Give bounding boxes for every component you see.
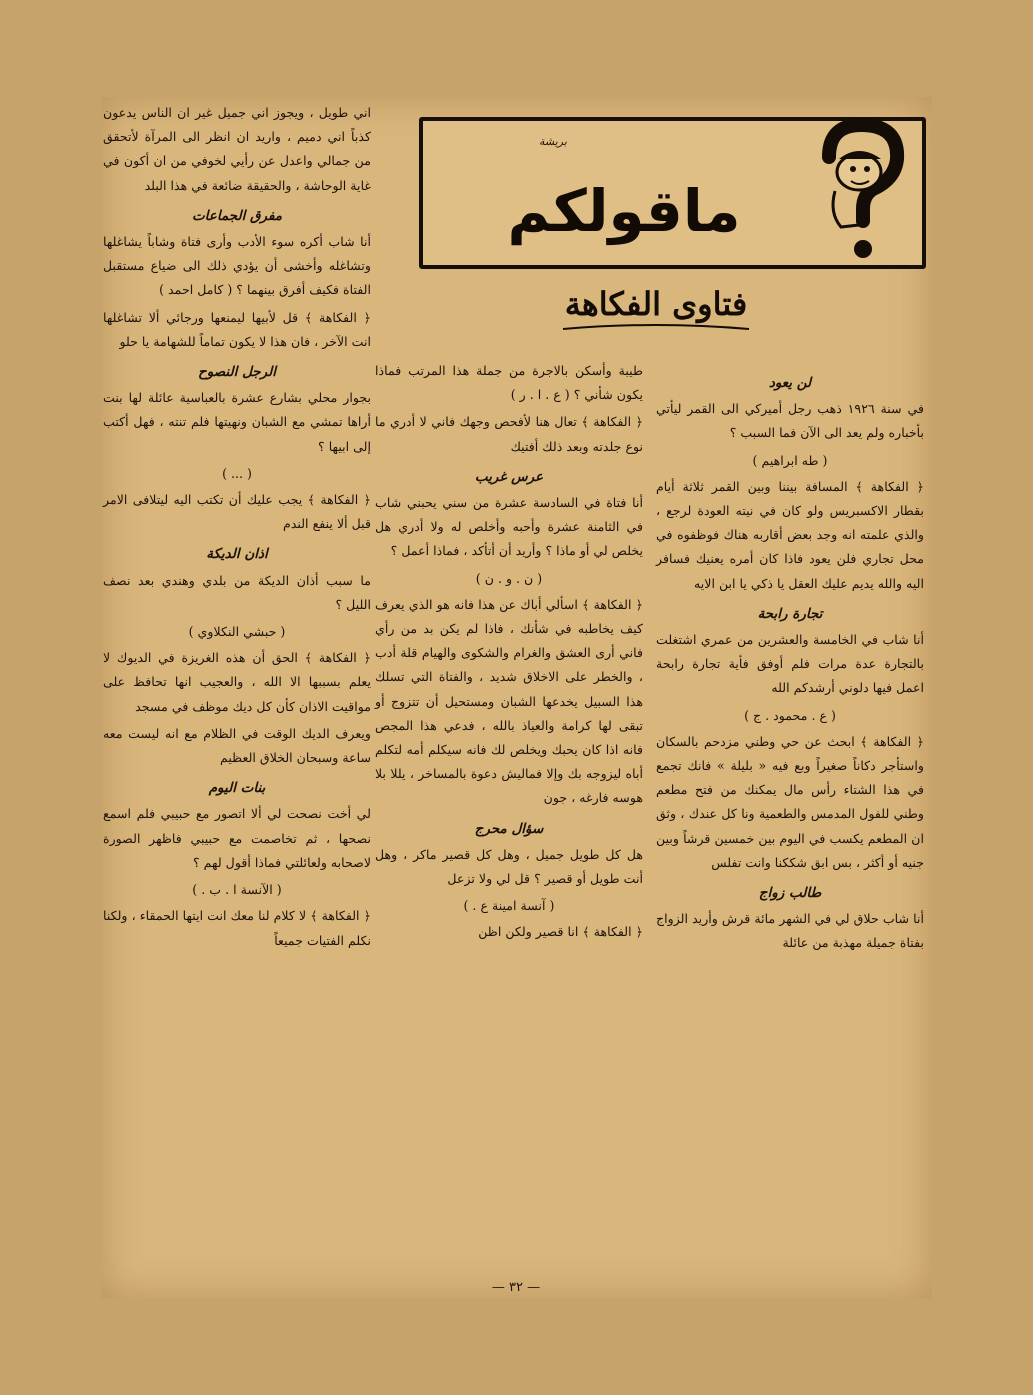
paragraph: ﴿ الفكاهة ﴾ تعال هنا لأفحص وجهك فاني لا أدري ما نوع جلدته وبعد ذلك أفتيك: [375, 414, 643, 454]
paragraph: ﴿ الفكاهة ﴾ ابحث عن حي وطني مزدحم بالسكان واستأجر دكاناً صغيراً وبع فيه « بليلة » فانك تجمع في هذا الشتاء رأس مال يمكنك من فتح مطعم وطني للفول المدمس والطعمية ونا كل عندك ، وثق ان المطعم يكسب في اليوم بين خمسين قرشاً وبين جنيه أو أكثر ، بس ابق شككنا وانت تفلس: [656, 733, 924, 870]
paragraph: ﴿ الفكاهة ﴾ قل لأبيها ليمنعها ورجائي ألا تشاغلها انت الآخر ، فان هذا لا يكون تماماً للشهامة يا حلو: [103, 309, 371, 349]
paragraph: أنا شاب في الخامسة والعشرين من عمري اشتغلت بالتجارة عدة مرات فلم أوفق فأية تجارة رابحة اعمل فيها دلوني أرشدكم الله: [656, 632, 924, 696]
reader-signature: ( طه ابراهيم ): [752, 452, 828, 468]
question-heading: لن يعود: [768, 375, 812, 391]
paragraph: لي أخت نصحت لي ألا اتصور مع حبيبي فلم اسمع نصحها ، ثم تخاصمت مع حبيبي فاظهر الصورة لاصحابه ولعائلتي فماذا أقول لهم ؟: [103, 806, 371, 870]
reader-signature: ( ... ): [222, 465, 252, 481]
paragraph: أنا شاب حلاق لي في الشهر مائة قرش وأريد الزواج بفتاة جميلة مهذبة من عائلة: [656, 911, 924, 951]
column-right: [656, 365, 924, 959]
magazine-page: [101, 97, 932, 1299]
question-heading: مفرق الجماعات: [191, 207, 283, 224]
paragraph: ﴿ الفكاهة ﴾ يجب عليك أن تكتب اليه ليتلافى الامر قبل ألا ينفع الندم: [103, 492, 371, 532]
paragraph: ويعرف الديك الوقت في الظلام مع انه ليست معه ساعة وسبحان الخلاق العظيم: [103, 725, 371, 766]
paragraph: ﴿ الفكاهة ﴾ انا قصير ولكن اظن: [478, 924, 643, 940]
column-title: ماقولكم: [507, 177, 741, 245]
question-heading: طالب زواج: [758, 885, 822, 902]
column-middle: [375, 359, 643, 948]
question-heading: اذان الديكة: [206, 546, 268, 563]
paragraph: هل كل طويل جميل ، وهل كل قصير ماكر ، وهل أنت طويل أو قصير ؟ قل لي ولا تزعل: [375, 846, 643, 887]
paragraph: أنا فتاة في السادسة عشرة من سني يحبني شاب في الثامنة عشرة وأحبه وأخلص له ولا أدري هل يخلص لي أو ماذا ؟ وأريد أن أتأكد ، فماذا أعمل ؟: [375, 495, 643, 559]
paragraph: اني طويل ، ويجوز اني جميل غير ان الناس يدعون كذباً اني دميم ، واريد ان انظر الى المرآة لأتحقق من جمالي واعدل عن رأيي لخوفي من ان أكون في غاية الوحاشة ، والحقيقة ضائعة في هذا البلد: [103, 105, 371, 193]
paragraph: ﴿ الفكاهة ﴾ اسألي أباك عن هذا فانه هو الذي يعرف كيف يخاطبه في شأنك ، فاذا لم يكن بد من رأي فاني أرى العشق والغرام والشكوى والهيام قلة أدب ، والخطر على الاخلاق شديد ، والفتاة التي تسلك هذا السبيل يخدعها الشبان ومستحيل أن تتزوج أو تبقى لها كرامة والعياذ بالله ، فدعي هذا المجص فانه اذا كان يحبك ويخلص لك فانه سيكلم أمه لتكلم أباه ليزوجه بك وإلا فماليش دعوة بالمساخر ، يللا بلا هوسه فارغه ، جون: [375, 596, 643, 806]
page-number: — ٣٢ —: [491, 1280, 541, 1295]
reader-signature: ( الآنسة ا . ب . ): [192, 882, 282, 898]
question-mark-mascot-illustration: [799, 117, 924, 269]
page-number-value: ٣٢: [509, 1280, 523, 1295]
question-heading: عرس غريب: [474, 468, 544, 485]
reader-signature: ( حبشي النكلاوي ): [188, 624, 286, 640]
reader-signature: ( آنسة امينة ع . ): [463, 898, 555, 914]
paragraph: في سنة ١٩٢٦ ذهب رجل أميركي الى القمر ليأتي بأخباره ولم يعد الى الآن فما السبب ؟: [656, 401, 924, 441]
paragraph: طيبة وأسكن بالاجرة من جملة هذا المرتب فماذا يكون شأني ؟ ( ع . ا . ر ): [375, 363, 643, 403]
paragraph: ﴿ الفكاهة ﴾ لا كلام لنا معك انت ايتها الحمقاء ، ولكنا نكلم الفتيات جميعاً: [103, 908, 371, 948]
question-heading: تجارة رابحة: [757, 605, 823, 622]
question-heading: سؤال محرج: [474, 820, 544, 837]
subtitle-underline: [561, 323, 751, 333]
reader-signature: ( ع . محمود . ج ): [744, 707, 836, 723]
artist-signature: بريشة: [539, 135, 567, 148]
question-heading: الرجل النصوح: [198, 364, 276, 381]
question-heading: بنات اليوم: [208, 780, 266, 797]
paragraph: أنا شاب أكره سوء الأدب وأرى فتاة وشاباً يشاغلها وتشاغله وأخشى أن يؤدي ذلك الى ضياع مستقبل الفتاة فكيف أفرق بينهما ؟ ( كامل احمد ): [103, 234, 371, 298]
masthead: [419, 117, 926, 269]
section-subtitle: فتاوى الفكاهة: [564, 285, 748, 323]
paragraph: بجوار محلي بشارع عشرة بالعباسية عائلة لها بنت أراها تمشي مع الشبان ونهيتها فلم تنته ، فهل أكتب إلى ابيها ؟: [103, 390, 371, 454]
paragraph: ﴿ الفكاهة ﴾ المسافة بيننا وبين القمر ثلاثة أيام بقطار الاكسبريس ولو كان في نيته العودة لرجع ، والذي علمته انه وجد بعض أقاربه هناك فوظفوه في محل تجاري فلن يعود فاذا كان أمره يعنيك فسافر اليه والله يديم عليك العقل يا ذكي يا ابن الايه: [656, 478, 924, 591]
paragraph: ما سبب أذان الديكة من بلدي وهندي بعد نصف الليل ؟: [103, 572, 371, 612]
reader-signature: ( ن . و . ن ): [475, 570, 543, 586]
column-left: [103, 101, 371, 956]
paragraph: ﴿ الفكاهة ﴾ الحق أن هذه الغريزة في الديوك لا يعلم بسببها الا الله ، والعجيب انها تحافظ على مواقيت الاذان كأن كل ديك موظف في مسجد: [103, 650, 371, 714]
